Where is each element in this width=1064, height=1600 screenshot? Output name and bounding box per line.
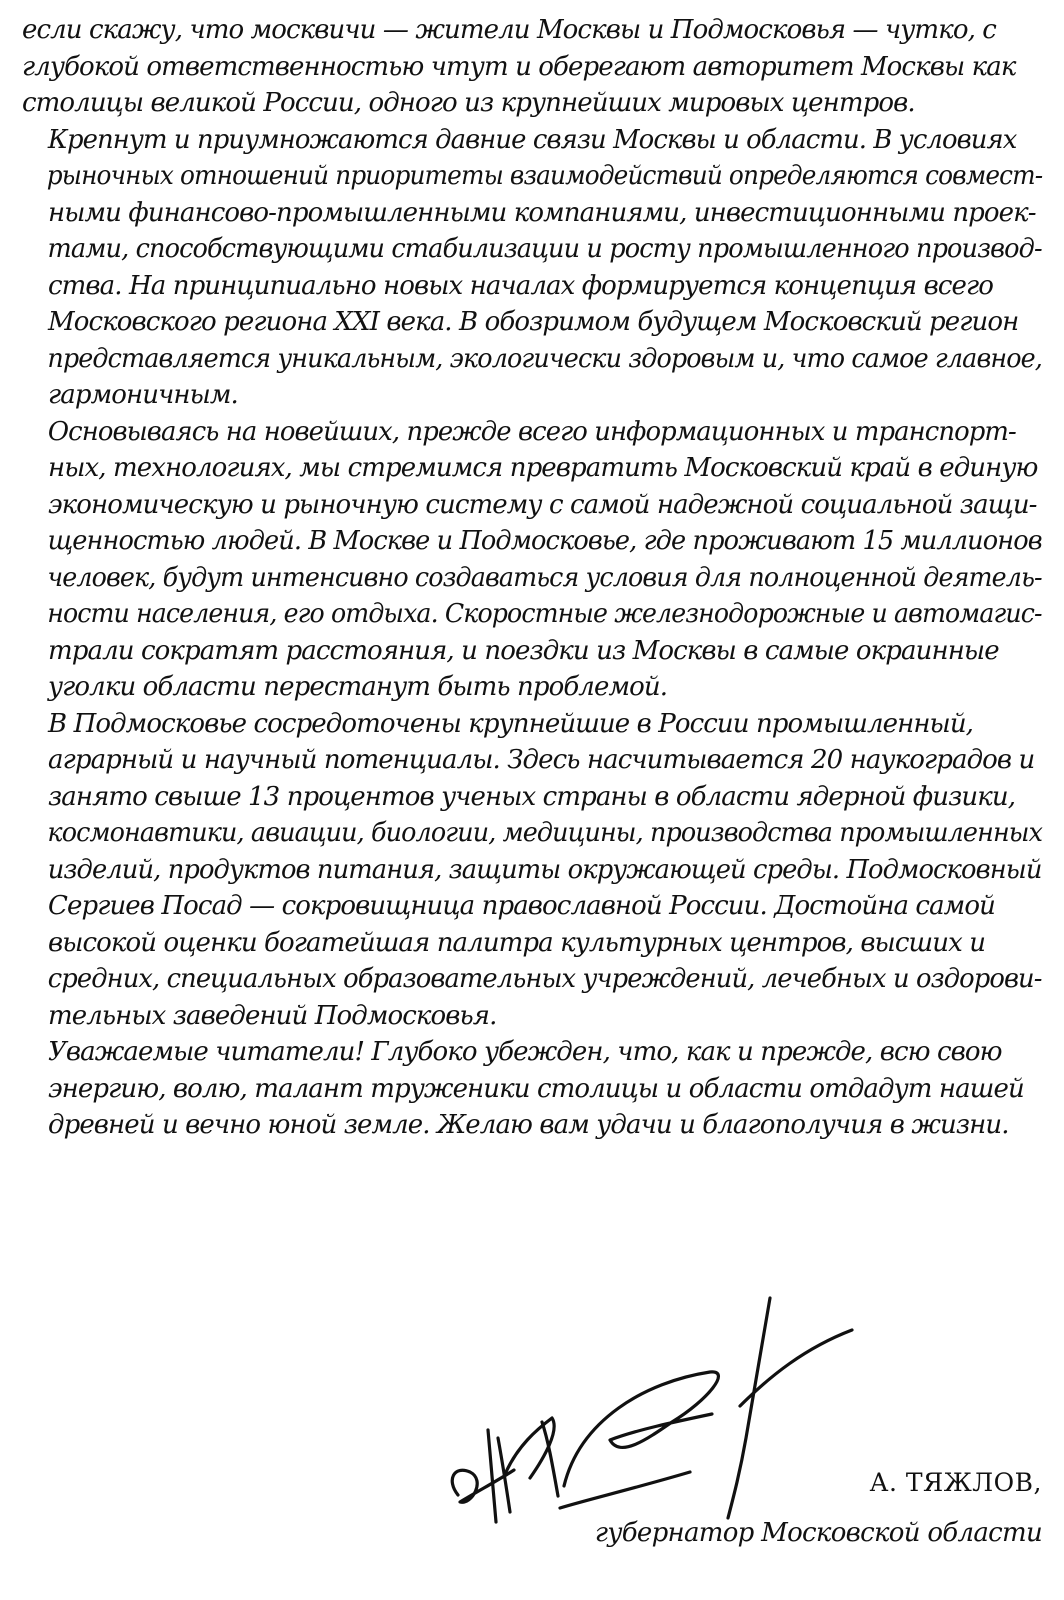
- text-line: Московского региона XXI века. В обозримом будущем Московский регион: [48, 307, 1019, 337]
- text-line: ности населения, его отдыха. Скоростные железнодорожные и автомагис-: [47, 599, 1042, 629]
- paragraph: [22, 122, 1042, 414]
- text-line: ства. На принципиально новых началах формируется концепция всего: [48, 270, 993, 301]
- text-line: ными финансово-промышленными компаниями, инвестиционными проек-: [48, 197, 1036, 228]
- text-line: В Подмосковье сосредоточены крупнейшие в России промышленный,: [48, 708, 974, 739]
- paragraph: [22, 706, 1042, 1035]
- text-line: человек, будут интенсивно создаваться условия для полноценной деятель-: [47, 562, 1042, 593]
- text-line: щенностью людей. В Москве и Подмосковье, где проживают 15 миллионов: [47, 526, 1042, 556]
- text-line: космонавтики, авиации, биологии, медицины, производства промышленных: [47, 818, 1043, 848]
- text-line: экономическую и рыночную систему с самой надежной социальной защи-: [48, 489, 1037, 520]
- text-line: если скажу, что москвичи — жители Москвы и Подмосковья — чутко, с: [22, 15, 996, 45]
- text-line: аграрный и научный потенциалы. Здесь насчитывается 20 наукоградов и: [48, 745, 1035, 775]
- text-line: древней и вечно юной земле. Желаю вам удачи и благополучия в жизни.: [48, 1110, 1009, 1140]
- text-line: тами, способствующими стабилизации и росту промышленного производ-: [47, 234, 1042, 264]
- text-line: средних, специальных образовательных учреждений, лечебных и оздорови-: [47, 964, 1042, 994]
- text-line: трали сократят расстояния, и поездки из Москвы в самые окраинные: [48, 635, 999, 666]
- text-line: изделий, продуктов питания, защиты окружающей среды. Подмосковный: [47, 854, 1042, 885]
- paragraph: [22, 1034, 1042, 1144]
- text-line: Уважаемые читатели! Глубоко убежден, что, как и прежде, всю свою: [48, 1037, 1002, 1067]
- text-line: Основываясь на новейших, прежде всего информационных и транспорт-: [47, 416, 1016, 447]
- signer-title: губернатор Московской области: [594, 1518, 1042, 1548]
- text-line: глубокой ответственностью чтут и оберегают авторитет Москвы как: [22, 51, 1016, 82]
- text-line: тельных заведений Подмосковья.: [48, 1000, 497, 1031]
- paragraph: [22, 12, 1042, 122]
- text-line: занято свыше 13 процентов ученых страны в области ядерной физики,: [48, 781, 1016, 812]
- text-line: столицы великой России, одного из крупнейших мировых центров.: [22, 88, 915, 118]
- paragraph: [22, 414, 1042, 706]
- signer-name: А. ТЯЖЛОВ,: [869, 1468, 1042, 1497]
- text-line: гармоничным.: [48, 380, 238, 410]
- text-line: Сергиев Посад — сокровищница православной России. Достойна самой: [48, 891, 995, 921]
- text-line: рыночных отношений приоритеты взаимодействий определяются совмест-: [46, 161, 1043, 191]
- text-line: высокой оценки богатейшая палитра культурных центров, высших и: [48, 927, 986, 958]
- letter-body: [22, 12, 1042, 1144]
- text-line: Крепнут и приумножаются давние связи Москвы и области. В условиях: [47, 124, 1017, 155]
- text-line: ных, технологиях, мы стремимся превратить Московский край в единую: [48, 453, 1038, 483]
- text-line: представляется уникальным, экологически здоровым и, что самое главное,: [47, 343, 1042, 374]
- text-line: уголки области перестанут быть проблемой.: [48, 672, 668, 702]
- text-line: энергию, волю, талант труженики столицы и области отдадут нашей: [48, 1073, 1024, 1104]
- handwritten-signature: [440, 1290, 860, 1530]
